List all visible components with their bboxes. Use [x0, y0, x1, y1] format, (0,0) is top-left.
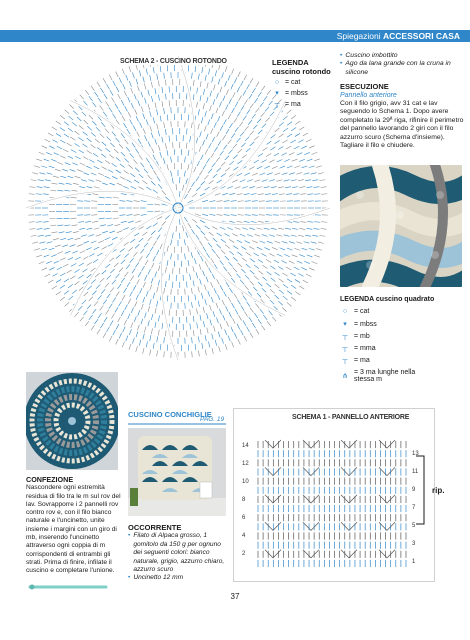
round-cushion-photo-art [26, 372, 118, 470]
legend-square-item-label: = ma [354, 357, 370, 364]
row-number-left: 14 [242, 443, 249, 449]
confezione-block [26, 476, 122, 576]
schema-1-title: SCHEMA 1 - PANNELLO ANTERIORE [292, 414, 410, 421]
esecuzione-text: Con il filo grigio, avv 31 cat e lav seguendo lo Schema 1. Dopo avere completato la 29ª riga, rifinire il perimetro del pannello lavorando 2 giri con il filo azzurro scuro (Schema d'insieme). Tagliare il filo e chiudere. [340, 100, 464, 150]
right-column [340, 52, 464, 150]
row-number-left: 10 [242, 479, 249, 485]
page-number: 37 [230, 592, 240, 601]
single-crochet-icon: ┬ [342, 333, 348, 340]
legend-square-item [340, 357, 464, 364]
bullet-icon: • [340, 52, 343, 59]
occorrente-item [128, 532, 226, 574]
cluster-stitch-icon: ⋔ [342, 373, 348, 380]
chain-stitch-icon: ○ [342, 308, 348, 315]
legend-square-item [340, 308, 464, 315]
row-number-right: 7 [412, 505, 416, 511]
legend-square-item [340, 345, 464, 352]
material-item [340, 60, 464, 77]
row-number-right: 13 [412, 451, 419, 457]
occorrente-block [128, 524, 226, 583]
shell-cushion-photo [128, 428, 226, 516]
legend-round [272, 58, 336, 109]
round-cushion-photo [26, 372, 118, 470]
legend-square [340, 296, 464, 383]
confezione-title: CONFEZIONE [26, 475, 74, 484]
schema-2-title: SCHEMA 2 - CUSCINO ROTONDO [120, 58, 227, 65]
row-number-right: 5 [412, 523, 416, 529]
occorrente-title: OCCORRENTE [128, 523, 182, 532]
title-divider [128, 423, 226, 425]
bullet-icon: • [128, 532, 131, 540]
grid-chart-svg [234, 409, 434, 581]
row-number-left: 2 [242, 551, 246, 557]
legend-round-subtitle: cuscino rotondo [272, 67, 331, 76]
header-section [337, 30, 460, 42]
chain-stitch-icon: ○ [274, 79, 280, 86]
legend-round-item-label: = mbss [285, 90, 308, 97]
legend-square-title: LEGENDA cuscino quadrato [340, 296, 435, 303]
material-item [340, 52, 464, 60]
row-number-left: 12 [242, 461, 249, 467]
legend-round-item [272, 78, 336, 87]
bullet-icon: • [128, 574, 131, 582]
material-item-text: Ago da lana grande con la cruna in silicone [345, 60, 451, 76]
double-crochet-icon: ┬ [274, 101, 280, 108]
legend-round-item-label: = ma [285, 101, 301, 108]
row-number-left: 8 [242, 497, 246, 503]
occorrente-item-text: Filato di Alpaca grosso, 1 gomitolo da 150 g per ognuno dei seguenti colori: bianco naturale, grigio, azzurro chiaro, azzurro scuro [133, 532, 225, 574]
legend-square-item-label: = cat [354, 308, 370, 315]
esecuzione-subtitle: Pannello anteriore [340, 91, 397, 99]
bullet-icon: • [340, 60, 343, 68]
double-crochet-icon: ┬ [342, 357, 348, 364]
row-number-right: 1 [412, 559, 416, 565]
cuscino-conchiglie-title: CUSCINO CONCHIGLIE [128, 410, 212, 419]
page-reference: PAG. 19 [200, 416, 225, 423]
legend-round-item [272, 89, 336, 98]
header-category: ACCESSORI CASA [383, 31, 460, 41]
row-number-right: 3 [412, 541, 416, 547]
legend-square-item-label: = 3 ma lunghe nella stessa m [354, 369, 416, 383]
repeat-bracket [414, 454, 428, 526]
occorrente-item-text: Uncinetto 12 mm [133, 574, 184, 582]
crochet-hook-icon [28, 582, 108, 592]
esecuzione-title: ESECUZIONE [340, 82, 389, 92]
slip-stitch-icon: ▾ [343, 321, 347, 328]
legend-square-item-label: = mb [354, 333, 370, 340]
legend-square-item [340, 320, 464, 328]
legend-round-item-label: = cat [285, 79, 301, 86]
header-section-label: Spiegazioni [336, 31, 381, 41]
row-number-right: 11 [412, 469, 419, 475]
confezione-text: Nascondere ogni estremità residua di filo tra le m sul rov del lav. Sovrapporre i 2 pannelli rov contro rov e, con il filo bianco naturale e l'uncinetto, unite insieme i margini con un giro di mb, inserendo l'uncinetto attraverso ogni coppia di m corrispondenti di entrambi gli strati. Prima di finire, infilate il cuscino e completare l'unione. [26, 484, 121, 575]
schema-1-front-panel-chart [233, 408, 435, 582]
legend-square-item [340, 333, 464, 340]
slip-stitch-icon: ▾ [275, 90, 279, 97]
legend-round-title: LEGENDA [272, 58, 309, 67]
legend-square-item [340, 369, 464, 383]
square-cushion-photo [340, 165, 462, 287]
legend-round-item [272, 100, 336, 109]
row-number-left: 4 [242, 533, 246, 539]
square-cushion-photo-art [340, 165, 462, 287]
legend-square-item-label: = mma [354, 345, 376, 352]
material-item-text: Cuscino imbottito [345, 52, 398, 59]
row-number-left: 6 [242, 515, 246, 521]
repeat-label: rip. [432, 486, 445, 495]
row-number-right: 9 [412, 487, 416, 493]
legend-square-item-label: = mbss [354, 320, 377, 328]
shell-cushion-photo-art [128, 428, 226, 516]
half-double-crochet-icon: ┬ [342, 345, 348, 352]
occorrente-item [128, 574, 226, 582]
